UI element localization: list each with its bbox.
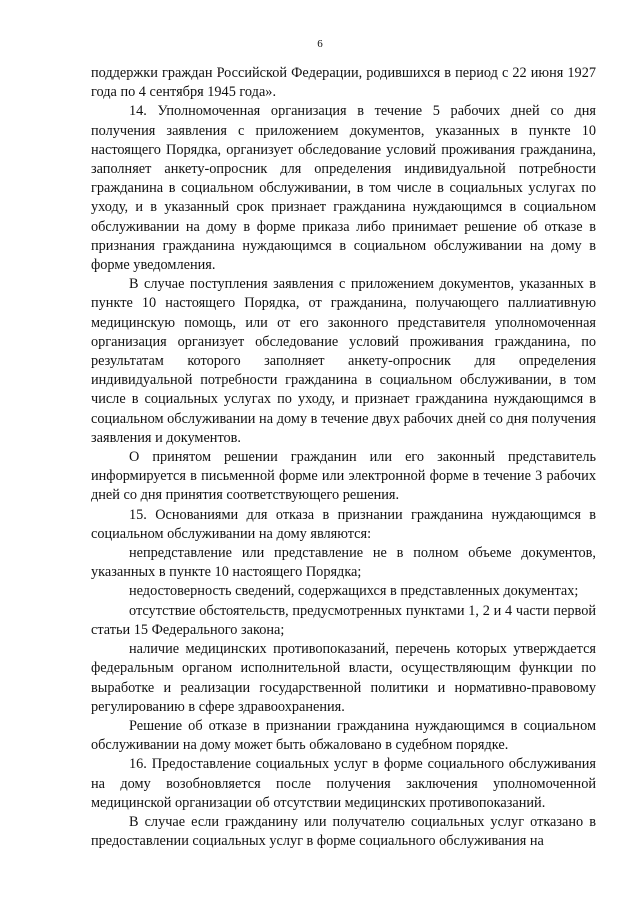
paragraph-item-14: 14. Уполномоченная организация в течение 5 рабочих дней со дня получения заявления с приложением документов, указанных в пункте 10 настоящего Порядка, организует обследование условий проживания гражданина, заполняет анкету-опросник для определения индивидуальной потребности гражданина в социальном обслуживании, в том числе в социальных услугах по уходу, и в указанный срок признает гражданина нуждающимся в социальном обслуживании на дому в форме приказа либо принимает решение об отказе в признания гражданина нуждающимся в социальном обслуживании на дому в форме уведомления.	[91, 103, 596, 274]
document-body	[91, 64, 596, 851]
paragraph-palliative-case: В случае поступления заявления с приложением документов, указанных в пункте 10 настоящего Порядка, от гражданина, получающего паллиативную медицинскую помощь, или от его законного представителя уполномоченная организация организует обследование условий проживания гражданина, по результатам которого заполняет анкету-опросник для определения индивидуальной потребности гражданина в социальном обслуживании, в том числе в социальных услугах по уходу, и признает гражданина нуждающимся в социальном обслуживании на дому в течение двух рабочих дней со дня получения заявления и документов.	[91, 276, 596, 446]
paragraph-continuation: поддержки граждан Российской Федерации, родившихся в период с 22 июня 1927 года по 4 сентября 1945 года».	[91, 65, 596, 101]
paragraph-appeal: Решение об отказе в признании гражданина нуждающимся в социальном обслуживании на дому может быть обжаловано в судебном порядке.	[91, 717, 596, 754]
page-number: 6	[317, 38, 323, 50]
paragraph-refusal-case: В случае если гражданину или получателю социальных услуг отказано в предоставлении социальных услуг в форме социального обслуживания на	[91, 813, 596, 850]
paragraph-refusal-reason-inaccuracy: недостоверность сведений, содержащихся в представленных документах;	[129, 583, 579, 600]
paragraph-refusal-reason-contraindications: наличие медицинских противопоказаний, перечень которых утверждается федеральным органом исполнительной власти, осуществляющим функции по выработке и реализации государственной политики и нормативно-правовому регулированию в сфере здравоохранения.	[91, 641, 596, 715]
paragraph-refusal-reason-documents: непредставление или представление не в полном объеме документов, указанных в пункте 10 настоящего Порядка;	[91, 545, 596, 581]
paragraph-item-16: 16. Предоставление социальных услуг в форме социального обслуживания на дому возобновляется после получения заключения уполномоченной медицинской организации об отсутствии медицинских противопоказаний.	[91, 756, 596, 811]
paragraph-item-15: 15. Основаниями для отказа в признании гражданина нуждающимся в социальном обслуживании на дому являются:	[91, 506, 596, 542]
paragraph-refusal-reason-circumstances: отсутствие обстоятельств, предусмотренных пунктами 1, 2 и 4 части первой статьи 15 Федерального закона;	[91, 602, 596, 638]
paragraph-notification: О принятом решении гражданин или его законный представитель информируется в письменной форме или электронной форме в течение 3 рабочих дней со дня принятия соответствующего решения.	[91, 449, 596, 504]
